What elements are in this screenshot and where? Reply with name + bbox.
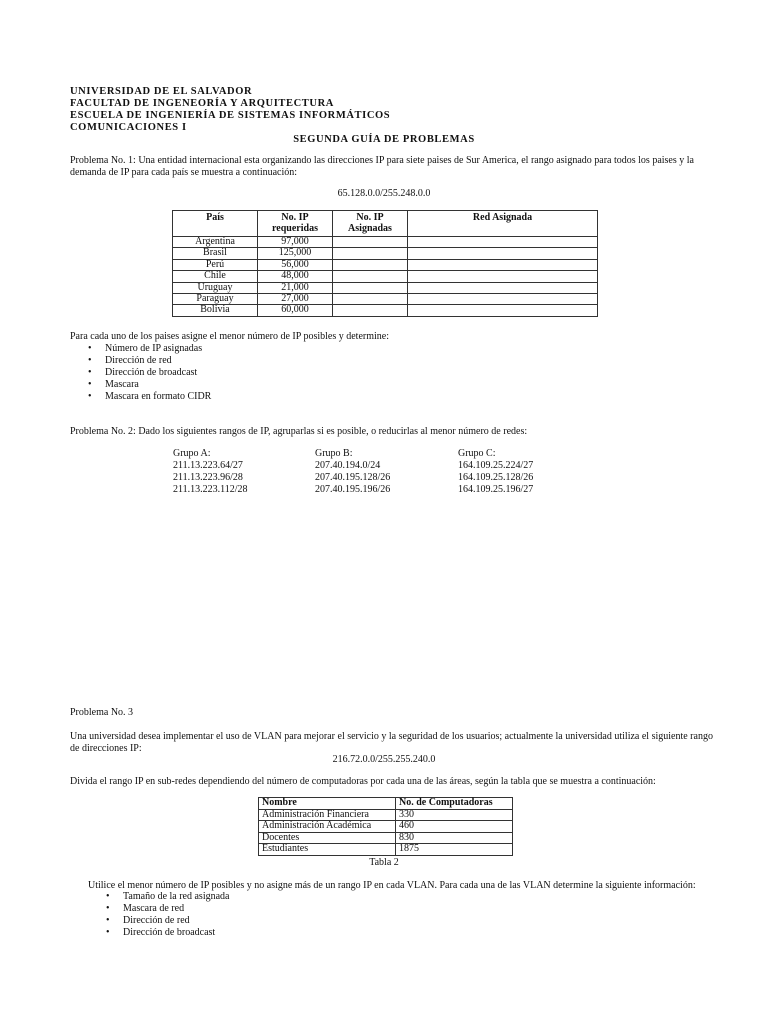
header-course: COMUNICACIONES I [70, 122, 187, 133]
bullet-icon: • [106, 915, 110, 926]
bullet-icon: • [88, 379, 92, 390]
group-a [173, 448, 248, 496]
col-header-computers: No. de Computadoras [396, 798, 513, 810]
table-row [173, 237, 598, 248]
page-title: SEGUNDA GUÍA DE PROBLEMAS [293, 134, 475, 145]
cell-network [408, 282, 598, 293]
cell-assigned [333, 282, 408, 293]
cell-network [408, 271, 598, 282]
group-b-item: 207.40.194.0/24 [315, 460, 381, 471]
problem3-title: Problema No. 3 [70, 707, 134, 718]
table-row [259, 832, 513, 844]
col-header-required: No. IP requeridas [258, 211, 333, 237]
group-c-item: 164.109.25.196/27 [458, 484, 534, 495]
table-row [259, 821, 513, 833]
cell-count: 1875 [396, 844, 513, 856]
cell-required: 48,000 [258, 271, 333, 282]
list-item [106, 903, 229, 915]
header-faculty: FACULTAD DE INGENEORÍA Y ARQUITECTURA [70, 98, 334, 109]
cell-network [408, 248, 598, 259]
problem3-intro [70, 731, 713, 755]
cell-assigned [333, 294, 408, 305]
problem3-intro-line2: de direcciones IP: [70, 743, 142, 754]
problem3-divide-text: Divida el rango IP en sub-redes dependiendo del número de computadoras por cada una de las áreas, según la tabla que se muestra a continuación: [70, 776, 656, 787]
group-a-item: 211.13.223.96/28 [173, 472, 243, 483]
cell-count: 460 [396, 821, 513, 833]
problem1-range: 65.128.0.0/255.248.0.0 [337, 188, 431, 199]
group-a-item: 211.13.223.64/27 [173, 460, 243, 471]
col-header-name: Nombre [259, 798, 396, 810]
bullet-icon: • [88, 367, 92, 378]
list-item-label: Tamaño de la red asignada [123, 891, 230, 902]
group-c [458, 448, 533, 496]
cell-name: Administración Académica [259, 821, 396, 833]
list-item-label: Mascara en formato CIDR [105, 391, 212, 402]
list-item-label: Dirección de broadcast [123, 927, 216, 938]
problem3-intro-line1: Una universidad desea implementar el uso de VLAN para mejorar el servicio y la seguridad de los usuarios; actualmente la universidad utiliza el siguiente rango [70, 731, 713, 742]
list-item-label: Dirección de red [123, 915, 190, 926]
table-caption: Tabla 2 [369, 857, 399, 868]
cell-required: 56,000 [258, 259, 333, 270]
cell-required: 27,000 [258, 294, 333, 305]
cell-country: Argentina [173, 237, 258, 248]
cell-country: Chile [173, 271, 258, 282]
group-a-label: Grupo A: [173, 448, 211, 459]
cell-required: 60,000 [258, 305, 333, 316]
list-item [88, 355, 211, 367]
table-row [259, 844, 513, 856]
problem3-range: 216.72.0.0/255.255.240.0 [332, 754, 436, 765]
bullet-icon: • [106, 891, 110, 902]
cell-required: 125,000 [258, 248, 333, 259]
group-c-label: Grupo C: [458, 448, 496, 459]
cell-network [408, 305, 598, 316]
cell-assigned [333, 305, 408, 316]
cell-assigned [333, 259, 408, 270]
list-item-label: Número de IP asignadas [105, 343, 203, 354]
group-b-label: Grupo B: [315, 448, 353, 459]
list-item-label: Dirección de broadcast [105, 367, 198, 378]
bullet-icon: • [88, 355, 92, 366]
cell-count: 830 [396, 832, 513, 844]
col-header-country: País [173, 211, 258, 237]
group-c-item: 164.109.25.128/26 [458, 472, 534, 483]
col-header-assigned: No. IP Asignadas [333, 211, 408, 237]
list-item [88, 367, 211, 379]
country-table [172, 210, 598, 317]
list-item [88, 343, 211, 355]
group-b-item: 207.40.195.196/26 [315, 484, 391, 495]
group-b-item: 207.40.195.128/26 [315, 472, 391, 483]
cell-country: Brasil [173, 248, 258, 259]
problem1-intro [70, 155, 710, 179]
list-item-label: Dirección de red [105, 355, 172, 366]
table-row [173, 271, 598, 282]
cell-country: Uruguay [173, 282, 258, 293]
cell-required: 21,000 [258, 282, 333, 293]
header-university: UNIVERSIDAD DE EL SALVADOR [70, 86, 253, 97]
cell-network [408, 259, 598, 270]
cell-count: 330 [396, 809, 513, 821]
problem1-intro-line1: Problema No. 1: Una entidad internacional esta organizando las direcciones IP para siete paises de Sur America, el rango asignado para todos los paises y la [70, 155, 694, 166]
problem3-bullet-list [106, 891, 229, 939]
list-item [106, 915, 229, 927]
cell-required: 97,000 [258, 237, 333, 248]
header-school: ESCUELA DE INGENIERÍA DE SISTEMAS INFORMÁTICOS [70, 110, 391, 121]
cell-assigned [333, 248, 408, 259]
problem3-instructions: Utilice el menor número de IP posibles y no asigne más de un rango IP en cada VLAN. Para cada una de las VLAN determine la siguiente información: [88, 880, 696, 891]
list-item [88, 391, 211, 403]
group-c-item: 164.109.25.224/27 [458, 460, 534, 471]
problem1-instructions: Para cada uno de los paises asigne el menor número de IP posibles y determine: [70, 331, 389, 342]
cell-name: Estudiantes [259, 844, 396, 856]
problem1-bullet-list [88, 343, 211, 403]
table-row [259, 809, 513, 821]
table-row [173, 259, 598, 270]
cell-name: Administración Financiera [259, 809, 396, 821]
table-row [173, 248, 598, 259]
cell-country: Paraguay [173, 294, 258, 305]
list-item-label: Mascara [105, 379, 139, 390]
list-item [106, 891, 229, 903]
cell-country: Perú [173, 259, 258, 270]
bullet-icon: • [106, 927, 110, 938]
bullet-icon: • [88, 343, 92, 354]
cell-assigned [333, 271, 408, 282]
problem2-intro: Problema No. 2: Dado los siguientes rangos de IP, agruparlas si es posible, o reducirlas al menor número de redes: [70, 426, 528, 437]
table-row [173, 282, 598, 293]
list-item [106, 927, 229, 939]
group-b [315, 448, 390, 496]
bullet-icon: • [106, 903, 110, 914]
areas-table [258, 797, 513, 856]
bullet-icon: • [88, 391, 92, 402]
cell-assigned [333, 237, 408, 248]
table-row [173, 305, 598, 316]
cell-network [408, 237, 598, 248]
col-header-network: Red Asignada [408, 211, 598, 237]
list-item-label: Mascara de red [123, 903, 185, 914]
list-item [88, 379, 211, 391]
cell-country: Bolivia [173, 305, 258, 316]
cell-network [408, 294, 598, 305]
cell-name: Docentes [259, 832, 396, 844]
group-a-item: 211.13.223.112/28 [173, 484, 248, 495]
table-row [173, 294, 598, 305]
problem1-intro-line2: demanda de IP para cada país se muestra a continuación: [70, 167, 298, 178]
